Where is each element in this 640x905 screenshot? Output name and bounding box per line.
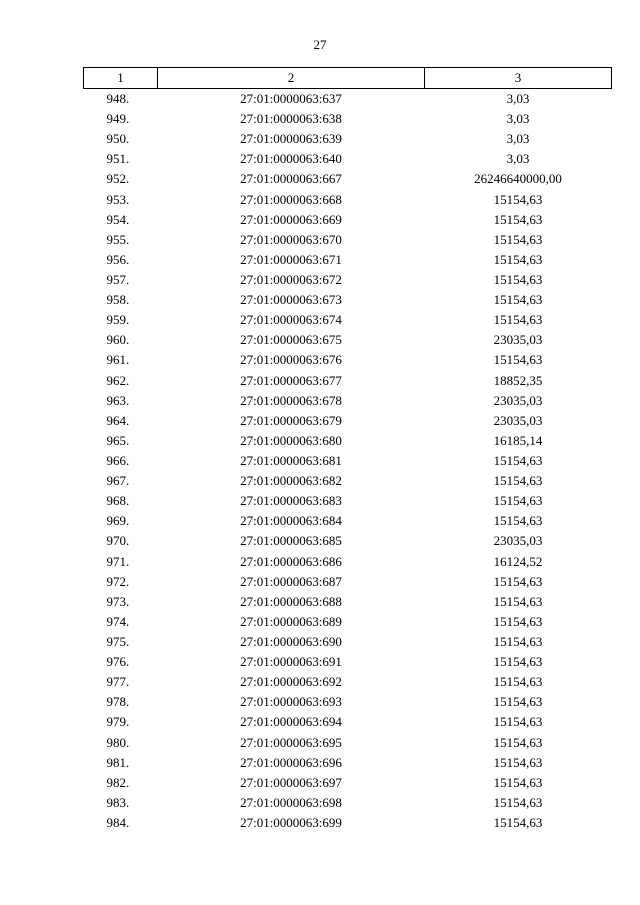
row-number-cell: 976. — [106, 654, 130, 670]
table-row — [84, 270, 612, 290]
cadastral-number-cell: 27:01:0000063:670 — [240, 231, 342, 247]
value-cell: 15154,63 — [493, 654, 543, 670]
cadastral-number-cell: 27:01:0000063:693 — [240, 694, 342, 710]
row-number-cell: 978. — [106, 694, 130, 710]
value-cell: 26246640000,00 — [474, 171, 562, 187]
row-number-cell: 980. — [106, 734, 130, 750]
row-number-cell: 954. — [106, 211, 130, 227]
data-table-container — [83, 67, 611, 833]
cadastral-number-cell: 27:01:0000063:639 — [240, 131, 342, 147]
value-cell: 3,03 — [506, 111, 530, 127]
table-row — [84, 230, 612, 250]
table-row — [84, 411, 612, 431]
cadastral-number-cell: 27:01:0000063:699 — [240, 814, 342, 830]
table-row — [84, 813, 612, 833]
value-cell: 15154,63 — [493, 251, 543, 267]
row-number-cell: 979. — [106, 714, 130, 730]
cadastral-number-cell: 27:01:0000063:684 — [240, 513, 342, 529]
table-row — [84, 330, 612, 350]
cadastral-number-cell: 27:01:0000063:682 — [240, 473, 342, 489]
value-cell: 15154,63 — [493, 493, 543, 509]
row-number-cell: 962. — [106, 372, 130, 388]
value-cell: 15154,63 — [493, 714, 543, 730]
table-row — [84, 89, 612, 110]
cadastral-number-cell: 27:01:0000063:671 — [240, 251, 342, 267]
row-number-cell: 982. — [106, 774, 130, 790]
cadastral-number-cell: 27:01:0000063:673 — [240, 292, 342, 308]
value-cell: 3,03 — [506, 131, 530, 147]
row-number-cell: 970. — [106, 533, 130, 549]
row-number-cell: 959. — [106, 312, 130, 328]
cadastral-number-cell: 27:01:0000063:674 — [240, 312, 342, 328]
table-row — [84, 632, 612, 652]
row-number-cell: 956. — [106, 251, 130, 267]
cadastral-number-cell: 27:01:0000063:695 — [240, 734, 342, 750]
table-row — [84, 572, 612, 592]
row-number-cell: 963. — [106, 392, 130, 408]
row-number-cell: 949. — [106, 111, 130, 127]
cadastral-number-cell: 27:01:0000063:687 — [240, 573, 342, 589]
cadastral-number-cell: 27:01:0000063:692 — [240, 674, 342, 690]
cadastral-number-cell: 27:01:0000063:667 — [240, 171, 342, 187]
row-number-cell: 953. — [106, 191, 130, 207]
table-row — [84, 350, 612, 370]
table-row — [84, 371, 612, 391]
table-row — [84, 531, 612, 551]
value-cell: 23035,03 — [493, 332, 543, 348]
row-number-cell: 973. — [106, 593, 130, 609]
cadastral-number-cell: 27:01:0000063:640 — [240, 151, 342, 167]
cadastral-number-cell: 27:01:0000063:690 — [240, 634, 342, 649]
table-row — [84, 210, 612, 230]
cadastral-number-cell: 27:01:0000063:680 — [240, 432, 342, 448]
row-number-cell: 967. — [106, 473, 130, 489]
cadastral-number-cell: 27:01:0000063:676 — [240, 352, 342, 368]
value-cell: 16185,14 — [493, 432, 543, 448]
row-number-cell: 972. — [106, 573, 130, 589]
value-cell: 3,03 — [506, 151, 530, 167]
value-cell: 15154,63 — [493, 634, 543, 649]
table-row — [84, 290, 612, 310]
row-number-cell: 964. — [106, 412, 130, 428]
cadastral-number-cell: 27:01:0000063:679 — [240, 412, 342, 428]
cadastral-number-cell: 27:01:0000063:698 — [240, 794, 342, 810]
cadastral-number-cell: 27:01:0000063:675 — [240, 332, 342, 348]
cadastral-number-cell: 27:01:0000063:638 — [240, 111, 342, 127]
value-cell: 15154,63 — [493, 352, 543, 368]
value-cell: 15154,63 — [493, 292, 543, 308]
header-cell-1: 1 — [84, 68, 158, 89]
table-row — [84, 592, 612, 612]
cadastral-number-cell: 27:01:0000063:669 — [240, 211, 342, 227]
table-row — [84, 190, 612, 210]
table-row — [84, 129, 612, 149]
cadastral-number-cell: 27:01:0000063:691 — [240, 654, 342, 670]
table-row — [84, 511, 612, 531]
cadastral-number-cell: 27:01:0000063:694 — [240, 714, 342, 730]
row-number-cell: 960. — [106, 332, 130, 348]
value-cell: 3,03 — [506, 91, 530, 107]
row-number-cell: 958. — [106, 292, 130, 308]
table-row — [84, 391, 612, 411]
row-number-cell: 966. — [106, 453, 130, 469]
table-row — [84, 491, 612, 511]
cadastral-number-cell: 27:01:0000063:697 — [240, 774, 342, 790]
table-row — [84, 471, 612, 491]
value-cell: 15154,63 — [493, 734, 543, 750]
cadastral-number-cell: 27:01:0000063:681 — [240, 453, 342, 469]
table-row — [84, 310, 612, 330]
cadastral-number-cell: 27:01:0000063:686 — [240, 553, 342, 569]
value-cell: 15154,63 — [493, 573, 543, 589]
value-cell: 15154,63 — [493, 694, 543, 710]
value-cell: 23035,03 — [493, 533, 543, 549]
value-cell: 15154,63 — [493, 272, 543, 288]
table-row — [84, 612, 612, 632]
table-row — [84, 250, 612, 270]
value-cell: 15154,63 — [493, 191, 543, 207]
cadastral-number-cell: 27:01:0000063:637 — [240, 91, 342, 107]
table-row — [84, 169, 612, 189]
row-number-cell: 984. — [106, 814, 130, 830]
value-cell: 18852,35 — [493, 372, 543, 388]
value-cell: 15154,63 — [493, 231, 543, 247]
cadastral-number-cell: 27:01:0000063:685 — [240, 533, 342, 549]
header-row — [84, 68, 612, 89]
data-table — [83, 67, 612, 833]
row-number-cell: 948. — [106, 91, 130, 107]
row-number-cell: 961. — [106, 352, 130, 368]
row-number-cell: 977. — [106, 674, 130, 690]
table-body — [84, 89, 612, 834]
table-row — [84, 431, 612, 451]
row-number-cell: 983. — [106, 794, 130, 810]
row-number-cell: 965. — [106, 432, 130, 448]
cadastral-number-cell: 27:01:0000063:678 — [240, 392, 342, 408]
value-cell: 15154,63 — [493, 814, 543, 830]
cadastral-number-cell: 27:01:0000063:668 — [240, 191, 342, 207]
table-row — [84, 753, 612, 773]
value-cell: 15154,63 — [493, 312, 543, 328]
value-cell: 15154,63 — [493, 754, 543, 770]
row-number-cell: 971. — [106, 553, 130, 569]
value-cell: 23035,03 — [493, 392, 543, 408]
table-row — [84, 652, 612, 672]
value-cell: 23035,03 — [493, 412, 543, 428]
page-number: 27 — [313, 37, 327, 52]
row-number-cell: 974. — [106, 613, 130, 629]
table-row — [84, 552, 612, 572]
row-number-cell: 950. — [106, 131, 130, 147]
row-number-cell: 957. — [106, 272, 130, 288]
value-cell: 15154,63 — [493, 453, 543, 469]
row-number-cell: 981. — [106, 754, 130, 770]
value-cell: 15154,63 — [493, 211, 543, 227]
cadastral-number-cell: 27:01:0000063:683 — [240, 493, 342, 509]
row-number-cell: 952. — [106, 171, 130, 187]
table-row — [84, 733, 612, 753]
value-cell: 15154,63 — [493, 613, 543, 629]
row-number-cell: 955. — [106, 231, 130, 247]
table-row — [84, 672, 612, 692]
value-cell: 15154,63 — [493, 593, 543, 609]
table-row — [84, 692, 612, 712]
row-number-cell: 951. — [106, 151, 130, 167]
value-cell: 15154,63 — [493, 473, 543, 489]
table-row — [84, 712, 612, 732]
table-row — [84, 793, 612, 813]
cadastral-number-cell: 27:01:0000063:688 — [240, 593, 342, 609]
cadastral-number-cell: 27:01:0000063:677 — [240, 372, 342, 388]
header-cell-3: 3 — [425, 68, 612, 89]
cadastral-number-cell: 27:01:0000063:696 — [240, 754, 342, 770]
value-cell: 15154,63 — [493, 774, 543, 790]
header-cell-2: 2 — [158, 68, 425, 89]
value-cell: 16124,52 — [493, 553, 543, 569]
row-number-cell: 969. — [106, 513, 130, 529]
table-row — [84, 109, 612, 129]
table-row — [84, 149, 612, 169]
value-cell: 15154,63 — [493, 513, 543, 529]
cadastral-number-cell: 27:01:0000063:689 — [240, 613, 342, 629]
cadastral-number-cell: 27:01:0000063:672 — [240, 272, 342, 288]
value-cell: 15154,63 — [493, 674, 543, 690]
value-cell: 15154,63 — [493, 794, 543, 810]
table-row — [84, 773, 612, 793]
table-header — [84, 68, 612, 89]
row-number-cell: 968. — [106, 493, 130, 509]
table-row — [84, 451, 612, 471]
row-number-cell: 975. — [106, 634, 130, 649]
